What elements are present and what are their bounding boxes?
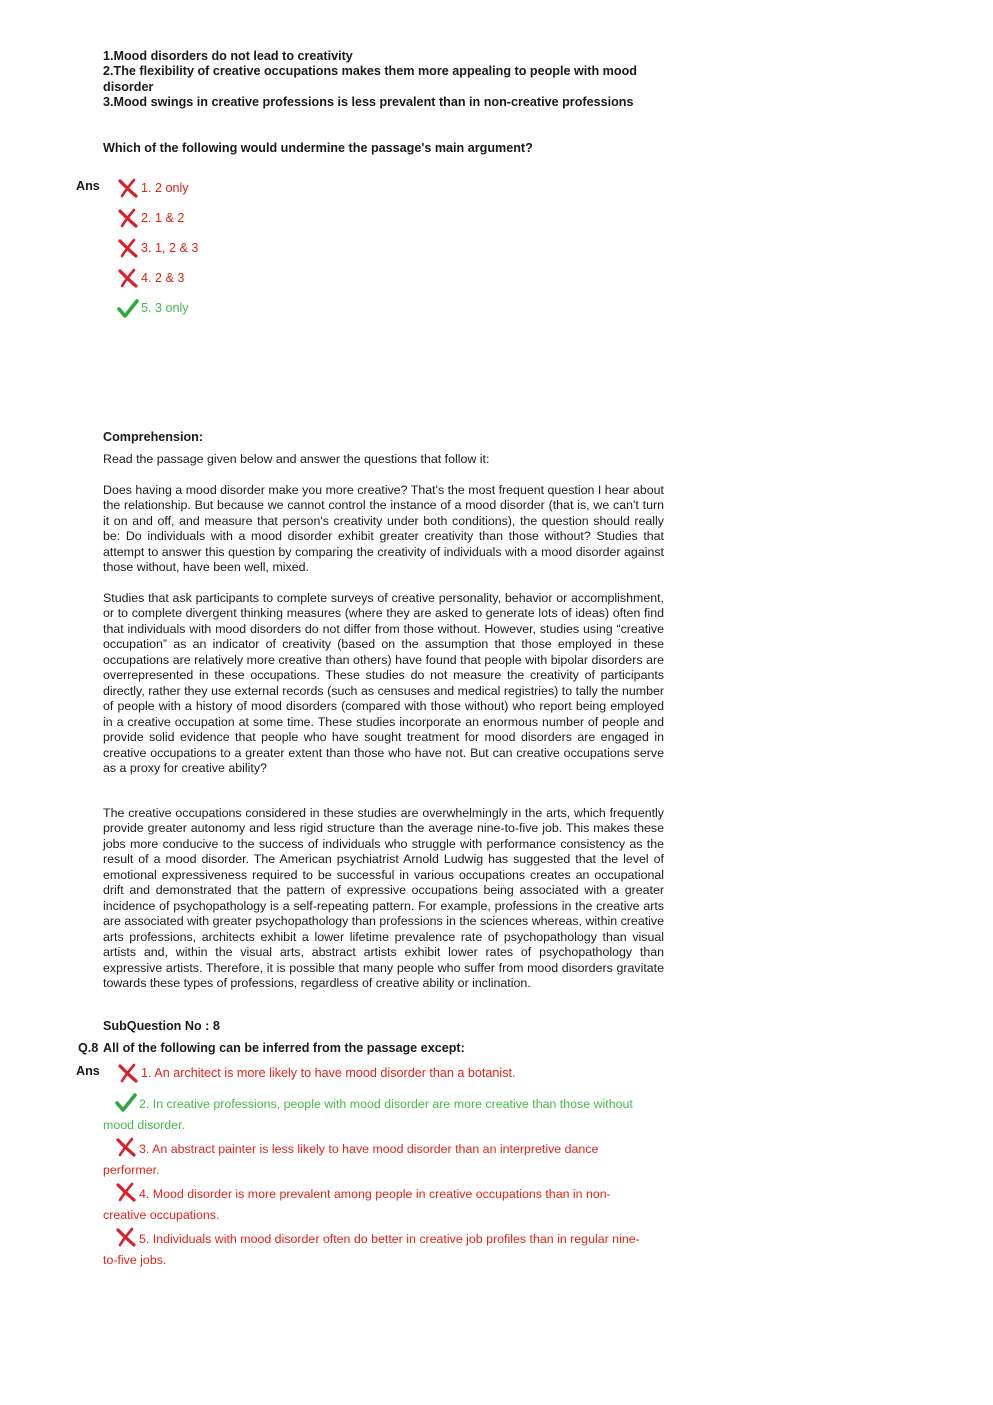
q7-statement-1: 1.Mood disorders do not lead to creativity bbox=[103, 49, 353, 63]
q8-option-2[interactable] bbox=[103, 1092, 648, 1136]
comprehension-heading: Comprehension: bbox=[103, 430, 204, 444]
cross-icon bbox=[117, 208, 139, 228]
passage-paragraph-1: Does having a mood disorder make you more creative? That's the most frequent question I hear about the relationship. But because we cannot control the instance of a mood disorder (that is, we can't turn it on and off, and measure that person's creativity under both conditions), the question should really be: Do individuals with a mood disorder exhibit greater creativity than those without? Studies that attempt to answer this question by comparing the creativity of individuals with a mood disorder against those without, have been well, mixed. bbox=[103, 483, 664, 575]
q8-option-2-text: 2. In creative professions, people with mood disorder are more creative than those without mood disorder. bbox=[103, 1097, 633, 1132]
cross-icon bbox=[117, 238, 139, 258]
cross-icon bbox=[115, 1182, 137, 1202]
check-icon bbox=[115, 1092, 137, 1112]
q8-number: Q.8 bbox=[78, 1041, 99, 1055]
q7-option-4-text: 4. 2 & 3 bbox=[141, 271, 185, 285]
comprehension-instruction: Read the passage given below and answer the questions that follow it: bbox=[103, 452, 490, 466]
q8-question: All of the following can be inferred from the passage except: bbox=[103, 1041, 465, 1055]
q7-option-2-text: 2. 1 & 2 bbox=[141, 211, 185, 225]
q7-statement-2: 2.The flexibility of creative occupations makes them more appealing to people with mood disorder bbox=[103, 64, 637, 94]
q8-option-5[interactable] bbox=[103, 1227, 648, 1271]
cross-icon bbox=[117, 1063, 139, 1083]
q7-option-2[interactable] bbox=[117, 208, 184, 228]
q7-question: Which of the following would undermine the passage's main argument? bbox=[103, 141, 533, 155]
cross-icon bbox=[117, 178, 139, 198]
cross-icon bbox=[117, 268, 139, 288]
passage-paragraph-2: Studies that ask participants to complete surveys of creative personality, behavior or accomplishment, or to complete divergent thinking measures (where they are asked to generate lots of ideas) often find that individuals with mood disorders do not differ from those without. However, studies using “creative occupation” as an indicator of creativity (based on the assumption that those employed in these occupations are relatively more creative than others) have found that people with bipolar disorders are overrepresented in these occupations. These studies do not measure the creativity of participants directly, rather they use external records (such as censuses and medical registries) to tally the number of people with a history of mood disorders (compared with those without) who report being employed in a creative occupation at some time. These studies incorporate an enormous number of people and provide solid evidence that people who have sought treatment for mood disorders are engaged in creative occupations to a greater extent than those who have not. But can creative occupations serve as a proxy for creative ability? bbox=[103, 591, 664, 775]
q8-option-4[interactable] bbox=[103, 1182, 648, 1226]
q8-option-3-text: 3. An abstract painter is less likely to have mood disorder than an interpretive dance performer. bbox=[103, 1142, 599, 1177]
passage-paragraph-3: The creative occupations considered in these studies are overwhelmingly in the arts, which frequently provide greater autonomy and less rigid structure than the average nine-to-five job. This makes these jobs more conducive to the success of individuals who struggle with performance consistency as the result of a mood disorder. The American psychiatrist Arnold Ludwig has suggested that the level of emotional expressiveness required to be successful in various occupations creates an occupational drift and demonstrated that the pattern of expressive occupations being associated with a greater incidence of psychopathology is a self-repeating pattern. For example, professions in the creative arts are associated with greater psychopathology than professions in the sciences whereas, within creative arts professions, architects exhibit a lower lifetime prevalence rate of psychopathology than visual artists and, within the visual arts, abstract artists exhibit lower rates of psychopathology than expressive artists. Therefore, it is possible that many people who suffer from mood disorders gravitate towards these types of professions, regardless of creative ability or inclination. bbox=[103, 806, 664, 990]
q8-option-5-text: 5. Individuals with mood disorder often do better in creative job profiles than in regular nine-to-five jobs. bbox=[103, 1232, 640, 1267]
cross-icon bbox=[115, 1227, 137, 1247]
q7-option-1-text: 1. 2 only bbox=[141, 181, 189, 195]
q7-option-3-text: 3. 1, 2 & 3 bbox=[141, 241, 199, 255]
subquestion-number: SubQuestion No : 8 bbox=[103, 1019, 220, 1033]
check-icon bbox=[117, 298, 139, 318]
q8-option-3[interactable] bbox=[103, 1137, 648, 1181]
q8-option-1[interactable] bbox=[117, 1063, 516, 1083]
q8-ans-label: Ans bbox=[76, 1064, 100, 1078]
cross-icon bbox=[115, 1137, 137, 1157]
q7-option-5[interactable] bbox=[117, 298, 189, 318]
q7-option-5-text: 5. 3 only bbox=[141, 301, 189, 315]
q7-option-4[interactable] bbox=[117, 268, 184, 288]
q8-option-4-text: 4. Mood disorder is more prevalent among people in creative occupations than in non-creative occupations. bbox=[103, 1187, 611, 1222]
q7-option-1[interactable] bbox=[117, 178, 189, 198]
q7-statement-3: 3.Mood swings in creative professions is less prevalent than in non-creative professions bbox=[103, 95, 634, 109]
q7-ans-label: Ans bbox=[76, 179, 100, 193]
q7-option-3[interactable] bbox=[117, 238, 198, 258]
q8-option-1-text: 1. An architect is more likely to have mood disorder than a botanist. bbox=[141, 1066, 516, 1080]
